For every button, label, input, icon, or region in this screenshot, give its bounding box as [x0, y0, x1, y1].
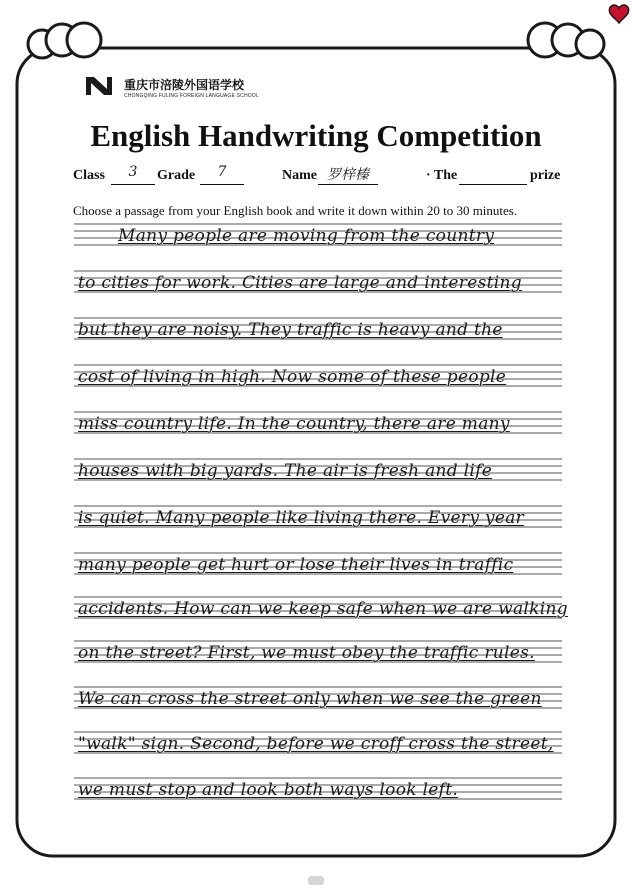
corner-curl-left	[28, 23, 101, 58]
handwriting-line: to cities for work. Cities are large and interesting	[78, 273, 522, 293]
school-name-cn: 重庆市涪陵外国语学校	[124, 78, 245, 92]
handwriting-line: "walk" sign. Second, before we croff cross the street,	[78, 734, 554, 754]
handwriting-line: but they are noisy. They traffic is heavy and the	[78, 320, 503, 340]
school-logo-icon	[84, 75, 114, 97]
instructions: Choose a passage from your English book and write it down within 20 to 30 minutes.	[73, 203, 518, 218]
grade-underline	[200, 184, 244, 185]
prize-prefix: · The	[426, 168, 458, 183]
handwriting-line: on the street? First, we must obey the traffic rules.	[78, 643, 535, 663]
corner-curl-right	[528, 23, 604, 58]
class-underline	[111, 184, 155, 185]
handwriting-line: miss country life. In the country, there are many	[78, 414, 510, 434]
grade-label: Grade	[157, 168, 196, 183]
page-indicator	[308, 876, 324, 885]
name-underline	[318, 184, 378, 185]
handwriting-line: houses with big yards. The air is fresh and life	[78, 461, 493, 481]
handwriting-line: Many people are moving from the country	[118, 226, 495, 246]
school-name-en: CHONGQING FULING FOREIGN LANGUAGE SCHOOL	[124, 93, 259, 99]
handwriting-line: many people get hurt or lose their lives in traffic	[78, 555, 514, 575]
handwriting-line: is quiet. Many people like living there. Every year	[78, 508, 525, 528]
grade-value: 7	[217, 164, 227, 180]
handwriting-line: we must stop and look both ways look left.	[78, 780, 459, 800]
prize-suffix: prize	[530, 168, 561, 183]
handwriting-line: accidents. How can we keep safe when we are walking	[78, 599, 568, 619]
heart-icon	[609, 5, 628, 23]
page-title: English Handwriting Competition	[90, 118, 542, 153]
name-value: 罗梓榛	[327, 167, 369, 183]
prize-underline	[459, 184, 527, 185]
name-label: Name	[282, 168, 317, 183]
handwriting-line: cost of living in high. Now some of these people	[78, 367, 507, 387]
class-value: 3	[128, 164, 138, 180]
class-label: Class	[73, 168, 105, 183]
handwriting-line: We can cross the street only when we see the green	[78, 689, 542, 709]
